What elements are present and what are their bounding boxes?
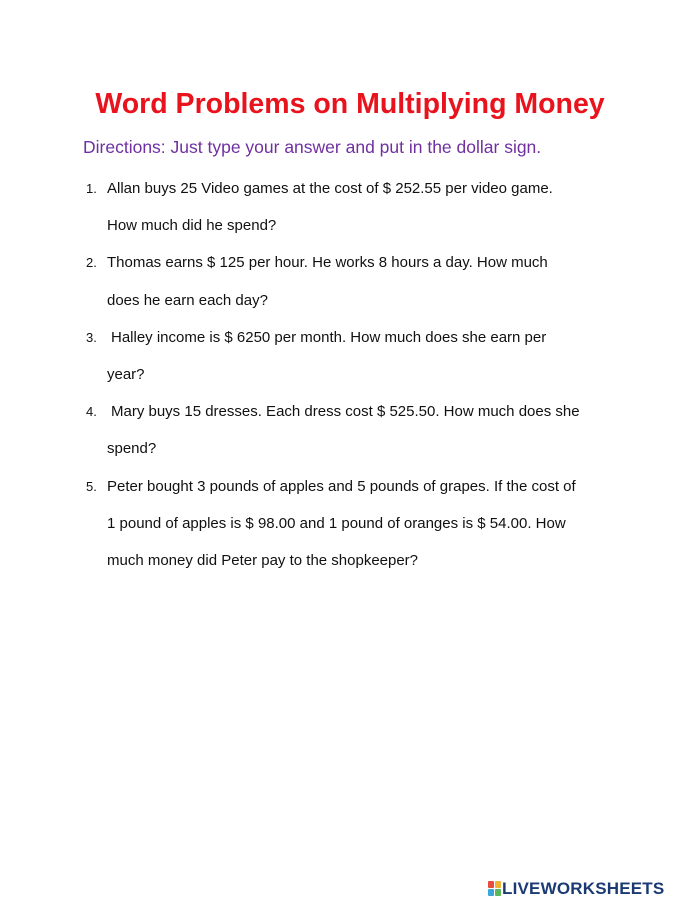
liveworksheets-logo-icon <box>488 881 501 897</box>
liveworksheets-logo[interactable] <box>488 879 664 899</box>
problem-number: 3. <box>86 329 97 345</box>
problem-item-4 <box>0 393 700 467</box>
problem-text-line: Thomas earns $ 125 per hour. He works 8 hours a day. How much <box>107 254 548 272</box>
problem-item-3 <box>0 319 700 393</box>
problem-text-line: Allan buys 25 Video games at the cost of $ 252.55 per video game. <box>107 180 553 197</box>
page-title: Word Problems on Multiplying Money <box>95 88 605 120</box>
problem-text-line: Mary buys 15 dresses. Each dress cost $ 525.50. How much does she <box>111 403 580 421</box>
problem-number: 1. <box>86 181 97 196</box>
problem-text-line: much money did Peter pay to the shopkeeper? <box>107 552 419 570</box>
problem-number: 5. <box>86 478 97 494</box>
directions-text: Directions: Just type your answer and put in the dollar sign. <box>83 137 542 157</box>
problem-text-line: spend? <box>107 440 157 458</box>
problem-list <box>0 170 700 579</box>
problem-number: 2. <box>86 255 97 271</box>
problem-item-2 <box>0 244 700 318</box>
problem-number: 4. <box>86 404 97 420</box>
problem-text-line: does he earn each day? <box>107 291 268 309</box>
problem-text-line: 1 pound of apples is $ 98.00 and 1 pound of oranges is $ 54.00. How <box>107 514 566 532</box>
problem-text-line: Halley income is $ 6250 per month. How much does she earn per <box>111 328 547 346</box>
problem-text-line: How much did he spend? <box>107 217 277 235</box>
problem-item-1 <box>0 170 700 244</box>
logo-text: LIVEWORKSHEETS <box>502 879 665 898</box>
problem-text-line: year? <box>107 366 145 384</box>
problem-item-5 <box>0 468 700 580</box>
problem-text-line: Peter bought 3 pounds of apples and 5 pounds of grapes. If the cost of <box>107 477 576 495</box>
